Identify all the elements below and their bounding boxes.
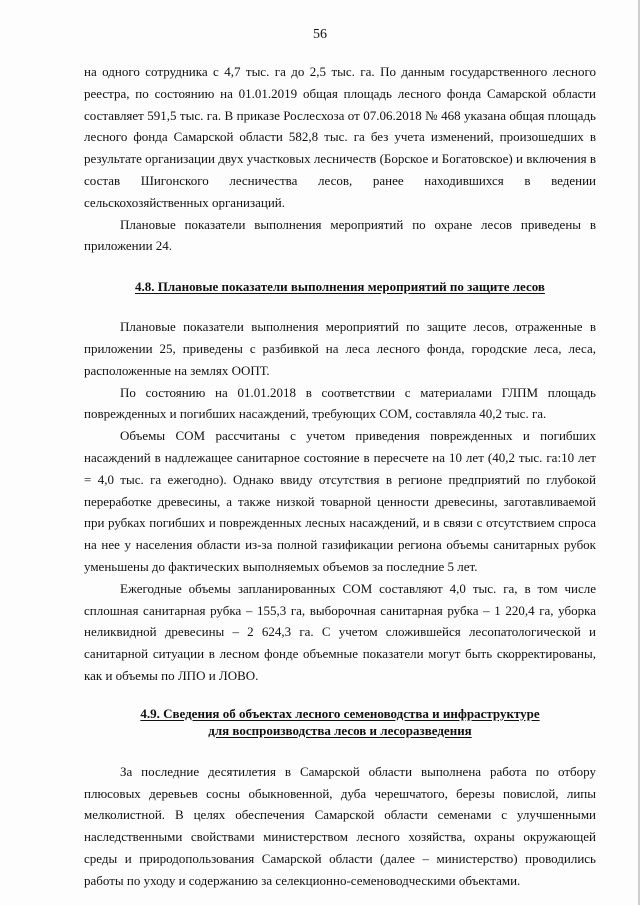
- paragraph: Объемы СОМ рассчитаны с учетом приведения поврежденных и погибших насаждений в надлежащее санитарное состояние в пересчете на 10 лет (40,2 тыс. га:10 лет = 4,0 тыс. га ежегодно). Однако ввиду отсутствия в регионе предприятий по глубокой переработке древесины, а также низкой товарной ценности древесины, заготавливаемой при рубках погибших и поврежденных лесных насаждений, и в связи с отсутствием спроса на нее у населения области из-за полной газификации региона объемы санитарных рубок уменьшены до фактических выполняемых объемов за последние 5 лет.: [84, 428, 596, 574]
- page-number: 56: [313, 27, 327, 42]
- section-heading-4-8: 4.8. Плановые показатели выполнения мероприятий по защите лесов: [135, 279, 545, 295]
- paragraph: За последние десятилетия в Самарской области выполнена работа по отбору плюсовых деревьев сосны обыкновенной, дуба черешчатого, березы повислой, липы мелколистной. В целях обеспечения Самарской области семенами с улучшенными наследственными свойствами министерством лесного хозяйства, охраны окружающей среды и природопользования Самарской области (далее – министерство) проводились работы по уходу и содержанию за селекционно-семеноводческими объектами.: [84, 763, 596, 888]
- paragraph: Ежегодные объемы запланированных СОМ составляют 4,0 тыс. га, в том числе сплошная санитарная рубка – 155,3 га, выборочная санитарная рубка – 1 220,4 га, уборка неликвидной древесины – 2 624,3 га. С учетом сложившейся лесопатологической и санитарной ситуации в лесном фонде объемные показатели могут быть скорректированы, как и объемы по ЛПО и ЛОВО.: [84, 580, 596, 683]
- heading-line: для воспроизводства лесов и лесоразведения: [208, 722, 472, 738]
- paragraph: на одного сотрудника с 4,7 тыс. га до 2,5 тыс. га. По данным государственного лесного реестра, по состоянию на 01.01.2019 общая площадь лесного фонда Самарской области составляет 591,5 тыс. га. В приказе Рослесхоза от 07.06.2018 № 468 указана общая площадь лесного фонда Самарской области 582,8 тыс. га без учета изменений, произошедших в результате организации двух участковых лесничеств (Борское и Богатовское) и включения в состав Шигонского лесничества лесов, ранее находившихся в ведении сельскохозяйственных организаций.: [84, 64, 596, 210]
- paragraph: По состоянию на 01.01.2018 в соответствии с материалами ГЛПМ площадь поврежденных и погибших насаждений, требующих СОМ, составляла 40,2 тыс. га.: [84, 384, 596, 422]
- section-heading-4-9: [84, 705, 596, 739]
- paragraph: Плановые показатели выполнения мероприятий по защите лесов, отраженные в приложении 25, приведены с разбивкой на леса лесного фонда, городские леса, леса, расположенные на землях ООПТ.: [84, 319, 596, 378]
- page-body: [84, 61, 596, 892]
- paragraph: Плановые показатели выполнения мероприятий по охране лесов приведены в приложении 24.: [84, 216, 596, 254]
- heading-line: 4.9. Сведения об объектах лесного семеноводства и инфраструктуре: [140, 705, 540, 721]
